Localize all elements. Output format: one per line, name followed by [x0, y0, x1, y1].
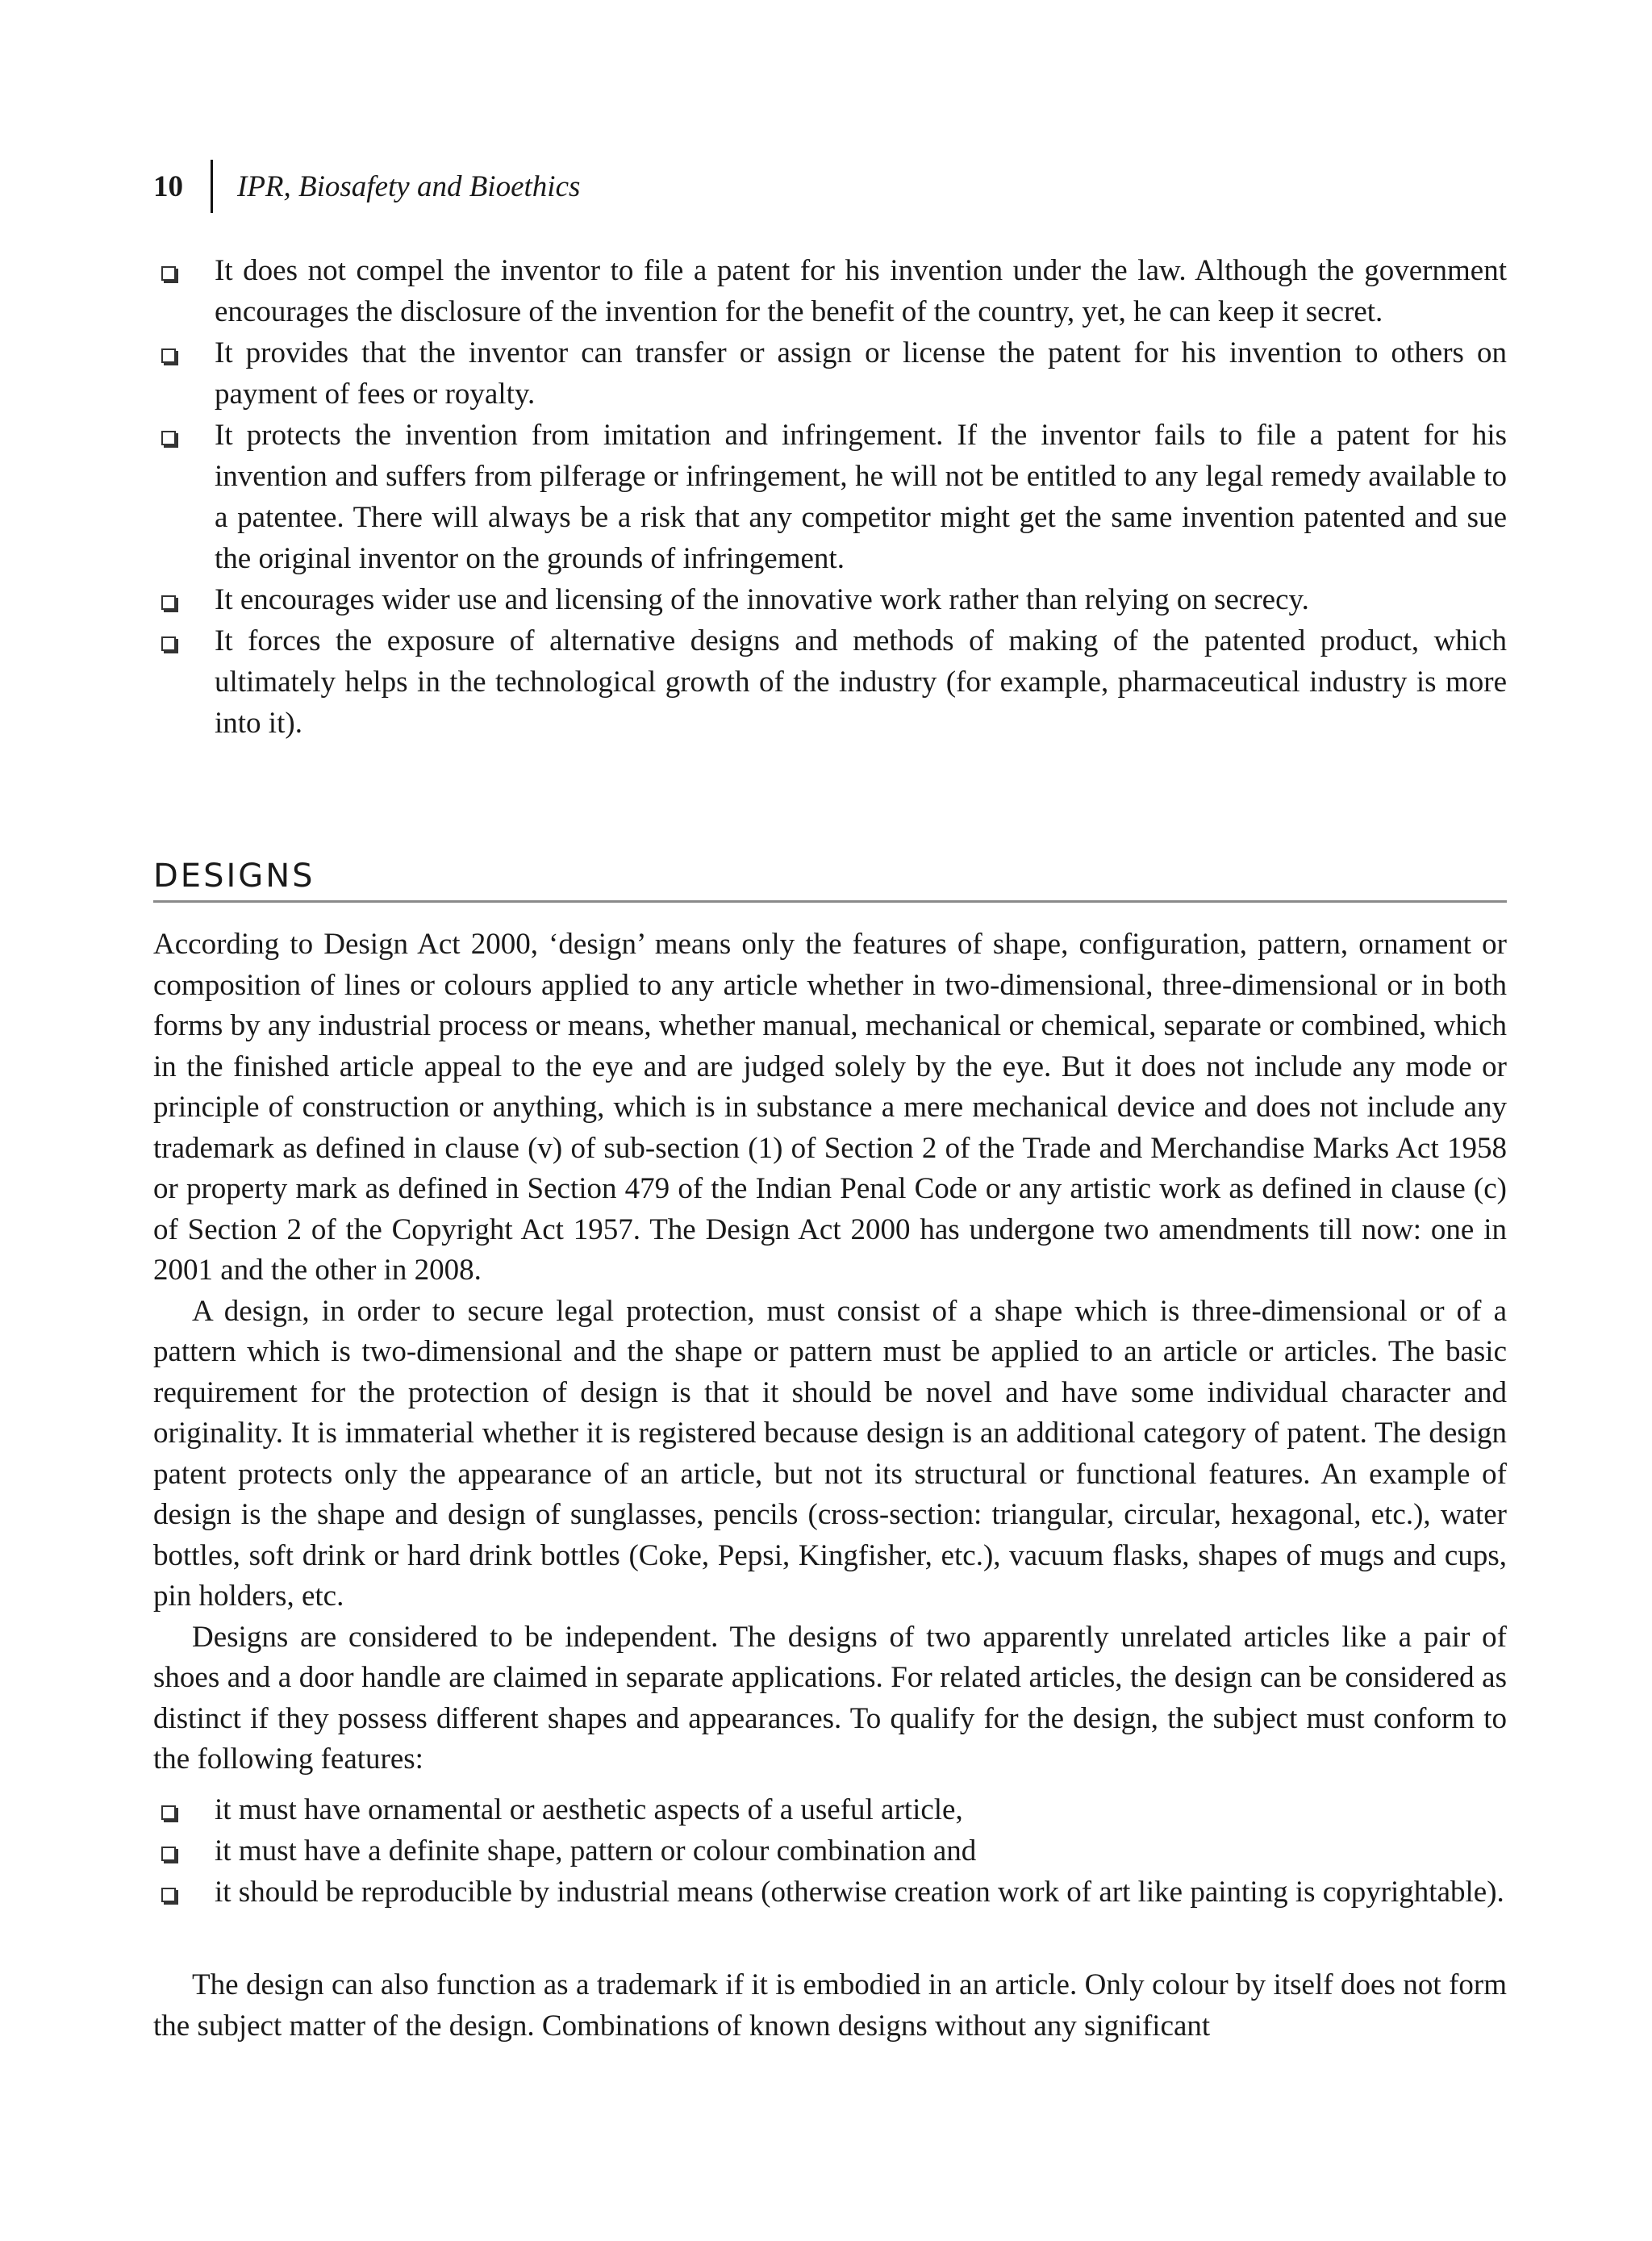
section-body-continued — [153, 1965, 1507, 2047]
list-item — [156, 332, 1507, 415]
list-item-text: It forces the exposure of alternative designs and methods of making of the patented product, which ultimately helps in the technological growth of the industry (for example, pharmaceutical industry is more into it). — [215, 624, 1507, 740]
list-item — [156, 620, 1507, 744]
page-number: 10 — [153, 169, 183, 203]
list-item-text: it should be reproducible by industrial means (otherwise creation work of art like painting is copyrightable). — [215, 1876, 1504, 1909]
list-item-text: It protects the invention from imitation and infringement. If the inventor fails to file a patent for his invention and suffers from pilferage or infringement, he will not be entitled to any legal remedy available to a patentee. There will always be a risk that any competitor might get the same invention patented and sue the original inventor on the grounds of infringement. — [215, 419, 1507, 575]
list-item-text: it must have ornamental or aesthetic aspects of a useful article, — [215, 1793, 963, 1826]
checkbox-bullet-icon — [161, 431, 176, 445]
list-item-text: It encourages wider use and licensing of the innovative work rather than relying on secrecy. — [215, 583, 1309, 616]
checkbox-bullet-icon — [161, 266, 176, 281]
running-header — [153, 158, 580, 215]
paragraph: Designs are considered to be independent. The designs of two apparently unrelated articles like a pair of shoes and a door handle are claimed in separate applications. For related articles, the design can be considered as distinct if they possess different shapes and appearances. To qualify for the design, the subject must conform to the following features: — [153, 1620, 1507, 1776]
list-item — [156, 415, 1507, 579]
book-title: IPR, Biosafety and Bioethics — [237, 169, 581, 203]
checkbox-bullet-icon — [161, 595, 176, 610]
section-heading: DESIGNS — [153, 853, 1507, 903]
list-item — [156, 1830, 1507, 1872]
patent-advantages-list — [156, 250, 1507, 744]
checkbox-bullet-icon — [161, 636, 176, 651]
list-item — [156, 250, 1507, 332]
checkbox-bullet-icon — [161, 1888, 176, 1902]
header-divider — [211, 160, 213, 213]
list-item-text: it must have a definite shape, pattern or colour combination and — [215, 1834, 977, 1868]
section-body — [153, 924, 1507, 1780]
design-features-list — [156, 1789, 1507, 1913]
list-item — [156, 1872, 1507, 1913]
list-item — [156, 1789, 1507, 1830]
checkbox-bullet-icon — [161, 348, 176, 363]
paragraph: A design, in order to secure legal protection, must consist of a shape which is three-dimensional or of a pattern which is two-dimensional and the shape or pattern must be applied to an article or articles. The basic requirement for the protection of design is that it should be novel and have some individual character and originality. It is immaterial whether it is registered because design is an additional category of patent. The design patent protects only the appearance of an article, but not its structural or functional features. An example of design is the shape and design of sunglasses, pencils (cross-section: triangular, circular, hexagonal, etc.), water bottles, soft drink or hard drink bottles (Coke, Pepsi, Kingfisher, etc.), vacuum flasks, shapes of mugs and cups, pin holders, etc. — [153, 1294, 1507, 1613]
checkbox-bullet-icon — [161, 1805, 176, 1820]
paragraph: According to Design Act 2000, ‘design’ means only the features of shape, configuration, pattern, ornament or composition of lines or colours applied to any article whether in two-dimensional, three-dimensional or in both forms by any industrial process or means, whether manual, mechanical or chemical, separate or combined, which in the finished article appeal to the eye and are judged solely by the eye. But it does not include any mode or principle of construction or anything, which is in substance a mere mechanical device and does not include any trademark as defined in clause (v) of sub-section (1) of Section 2 of the Trade and Merchandise Marks Act 1958 or property mark as defined in Section 479 of the Indian Penal Code or any artistic work as defined in clause (c) of Section 2 of the Copyright Act 1957. The Design Act 2000 has undergone two amendments till now: one in 2001 and the other in 2008. — [153, 928, 1507, 1287]
paragraph: The design can also function as a trademark if it is embodied in an article. Only colour by itself does not form the subject matter of the design. Combinations of known designs without any significant — [153, 1968, 1507, 2043]
list-item-text: It provides that the inventor can transfer or assign or license the patent for his invention to others on payment of fees or royalty. — [215, 336, 1507, 411]
checkbox-bullet-icon — [161, 1847, 176, 1861]
list-item — [156, 579, 1507, 620]
list-item-text: It does not compel the inventor to file a patent for his invention under the law. Although the government encourages the disclosure of the invention for the benefit of the country, yet, he can keep it secret. — [215, 254, 1507, 328]
